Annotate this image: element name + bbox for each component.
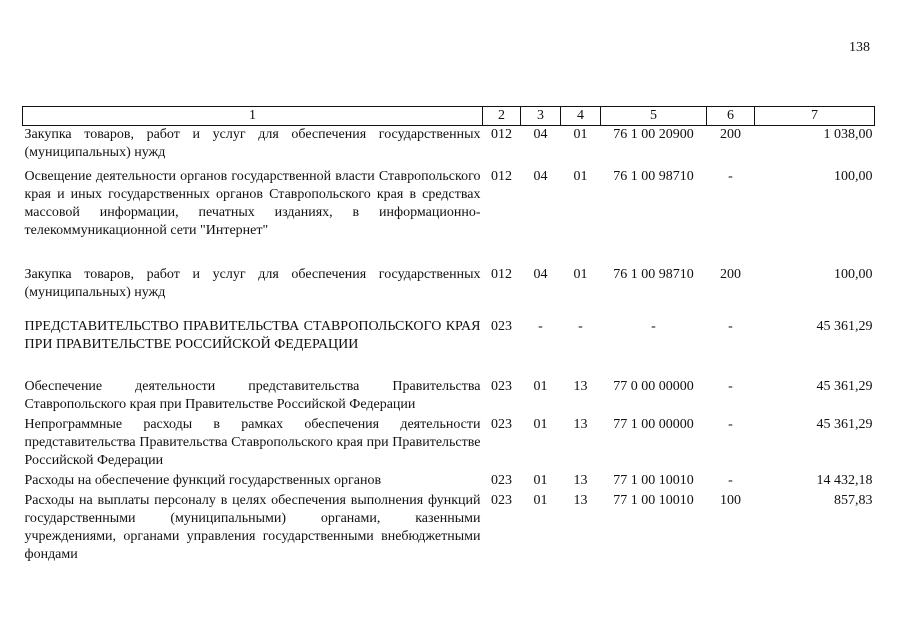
section-code: 04 <box>533 266 548 282</box>
section-code: 01 <box>533 472 548 488</box>
ministry-code: 012 <box>491 168 512 184</box>
section-code: 01 <box>533 492 548 508</box>
target-article: 77 1 00 10010 <box>613 492 694 508</box>
row-description: Закупка товаров, работ и услуг для обеспечения государственных (муниципальных) нужд <box>24 266 481 300</box>
table-row <box>23 126 875 168</box>
row-description: Непрограммные расходы в рамках обеспечения деятельности представительства Правительства Ставропольского края при Правительстве Российской Федерации <box>24 416 481 468</box>
section-code: 01 <box>533 378 548 394</box>
expense-type: - <box>728 416 733 432</box>
section-code: 01 <box>533 416 548 432</box>
row-description: Освещение деятельности органов государственной власти Ставропольского края и иных государственных органов Ставропольского края в средствах массовой информации, печатных изданиях, в информационно-телекоммуникационной сети "Интернет" <box>24 168 481 238</box>
table-row <box>23 492 875 566</box>
ministry-code: 023 <box>491 472 512 488</box>
amount: 45 361,29 <box>816 378 873 394</box>
row-description: ПРЕДСТАВИТЕЛЬСТВО ПРАВИТЕЛЬСТВА СТАВРОПОЛЬСКОГО КРАЯ ПРИ ПРАВИТЕЛЬСТВЕ РОССИЙСКОЙ ФЕДЕРАЦИИ <box>24 318 481 352</box>
subsection-code: 13 <box>573 416 588 432</box>
column-header: 3 <box>521 107 561 126</box>
subsection-code: 13 <box>573 378 588 394</box>
budget-table <box>22 106 875 566</box>
target-article: 76 1 00 98710 <box>613 168 694 184</box>
ministry-code: 023 <box>491 318 512 334</box>
subsection-code: 13 <box>573 472 588 488</box>
row-description: Закупка товаров, работ и услуг для обеспечения государственных (муниципальных) нужд <box>24 127 481 160</box>
column-header: 5 <box>601 107 707 126</box>
table-row <box>23 168 875 266</box>
amount: 100,00 <box>834 266 873 282</box>
column-header: 7 <box>755 107 875 126</box>
row-description: Обеспечение деятельности представительства Правительства Ставропольского края при Правительстве Российской Федерации <box>24 378 481 412</box>
column-header: 4 <box>561 107 601 126</box>
table-row <box>23 266 875 318</box>
amount: 45 361,29 <box>816 416 873 432</box>
expense-type: - <box>728 472 733 488</box>
target-article: - <box>651 318 656 334</box>
target-article: 76 1 00 98710 <box>613 266 694 282</box>
table-row <box>23 378 875 416</box>
subsection-code: 13 <box>573 492 588 508</box>
target-article: 76 1 00 20900 <box>613 127 694 142</box>
table-row <box>23 472 875 492</box>
subsection-code: 01 <box>573 168 588 184</box>
subsection-code: - <box>578 318 583 334</box>
expense-type: - <box>728 168 733 184</box>
expense-type: - <box>728 318 733 334</box>
ministry-code: 023 <box>491 416 512 432</box>
expense-type: - <box>728 378 733 394</box>
amount: 45 361,29 <box>816 318 873 334</box>
amount: 857,83 <box>834 492 873 508</box>
expense-type: 200 <box>720 266 741 282</box>
target-article: 77 0 00 00000 <box>613 378 694 394</box>
amount: 14 432,18 <box>816 472 873 488</box>
ministry-code: 023 <box>491 378 512 394</box>
subsection-code: 01 <box>573 127 588 142</box>
expense-type: 100 <box>720 492 741 508</box>
ministry-code: 012 <box>491 266 512 282</box>
column-header: 6 <box>707 107 755 126</box>
subsection-code: 01 <box>573 266 588 282</box>
ministry-code: 023 <box>491 492 512 508</box>
ministry-code: 012 <box>491 127 512 142</box>
section-code: 04 <box>533 127 548 142</box>
column-header: 2 <box>483 107 521 126</box>
amount: 1 038,00 <box>823 127 873 142</box>
header-row <box>23 107 875 126</box>
row-description: Расходы на обеспечение функций государственных органов <box>24 472 382 488</box>
amount: 100,00 <box>834 168 873 184</box>
target-article: 77 1 00 10010 <box>613 472 694 488</box>
row-description: Расходы на выплаты персоналу в целях обеспечения выполнения функций государственными (муниципальными) органами, казенными учреждениями, органами управления государственными внебюджетными фондами <box>24 492 481 562</box>
column-header: 1 <box>23 107 483 126</box>
section-code: - <box>538 318 543 334</box>
table-row <box>23 416 875 472</box>
table-row <box>23 318 875 378</box>
section-code: 04 <box>533 168 548 184</box>
target-article: 77 1 00 00000 <box>613 416 694 432</box>
page-number: 138 <box>849 40 870 55</box>
expense-type: 200 <box>720 127 741 142</box>
